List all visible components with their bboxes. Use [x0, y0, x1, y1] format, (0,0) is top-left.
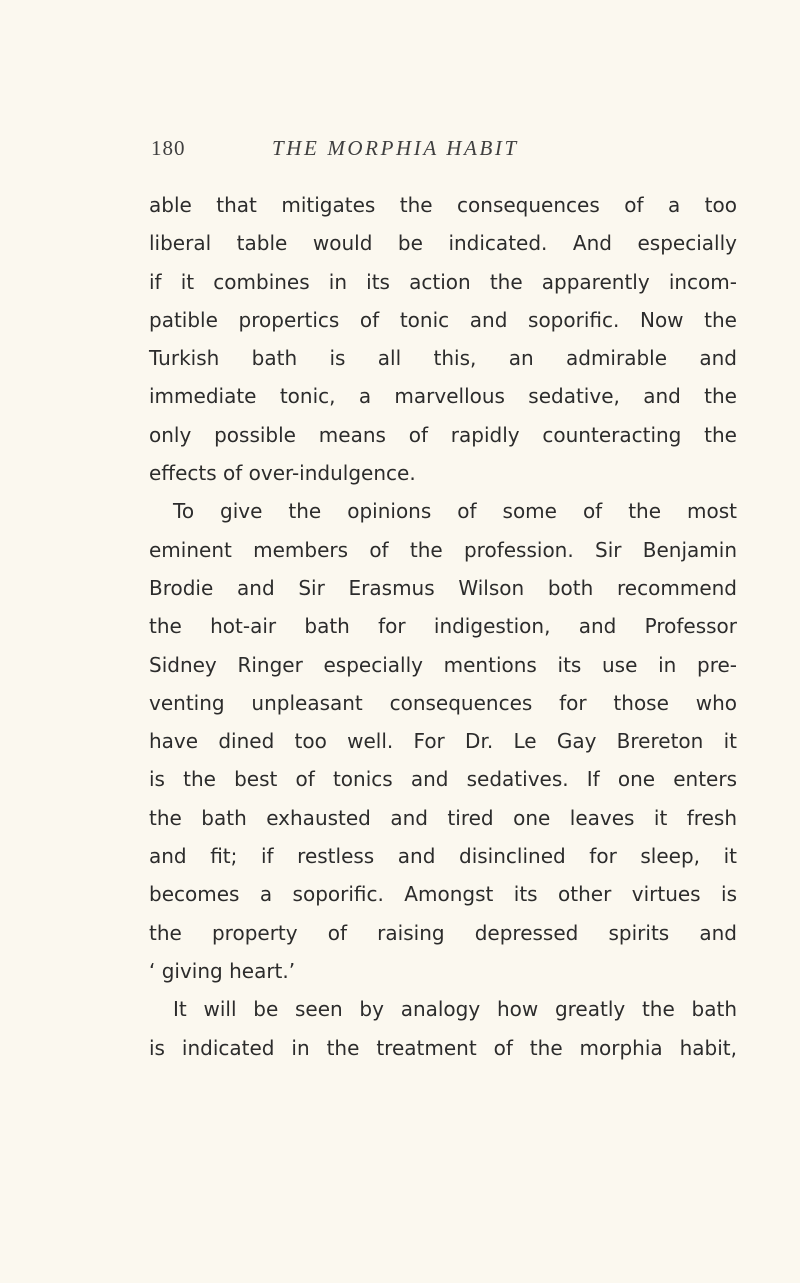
running-title: THE MORPHIA HABIT	[272, 136, 519, 160]
text-line: effects of over-indulgence.	[149, 461, 416, 486]
running-head	[0, 136, 800, 166]
text-line: the bath exhausted and tired one leaves it fresh	[149, 805, 737, 830]
text-line: Brodie and Sir Erasmus Wilson both recommend	[149, 575, 737, 600]
text-line: the property of raising depressed spirits and	[149, 920, 737, 945]
text-line: is the best of tonics and sedatives. If one enters	[149, 767, 737, 792]
text-line: the hot-air bath for indigestion, and Professor	[149, 614, 737, 639]
paragraph-start-line: To give the opinions of some of the most	[173, 499, 737, 524]
paragraph-start-line: It will be seen by analogy how greatly the bath	[173, 997, 737, 1022]
text-line: if it combines in its action the apparently incom-	[149, 269, 737, 294]
text-line: is indicated in the treatment of the morphia habit,	[149, 1035, 737, 1060]
text-line: have dined too well. For Dr. Le Gay Brereton it	[149, 729, 737, 754]
text-line: and fit; if restless and disinclined for sleep, it	[149, 844, 737, 869]
text-line: Sidney Ringer especially mentions its use in pre-	[149, 652, 737, 677]
text-line: becomes a soporific. Amongst its other virtues is	[149, 882, 737, 907]
body-text	[149, 186, 737, 1067]
text-line: ‘ giving heart.’	[149, 958, 296, 983]
text-line: eminent members of the profession. Sir Benjamin	[149, 537, 737, 562]
text-line: liberal table would be indicated. And especially	[149, 231, 737, 256]
text-line: venting unpleasant consequences for those who	[149, 690, 737, 715]
text-line: Turkish bath is all this, an admirable and	[149, 346, 737, 371]
text-line: only possible means of rapidly counteracting the	[149, 422, 737, 447]
text-line: able that mitigates the consequences of a too	[149, 193, 737, 217]
text-line: patible propertics of tonic and soporific. Now the	[149, 307, 737, 332]
page-number: 180	[151, 136, 186, 160]
text-line: immediate tonic, a marvellous sedative, and the	[149, 384, 737, 409]
